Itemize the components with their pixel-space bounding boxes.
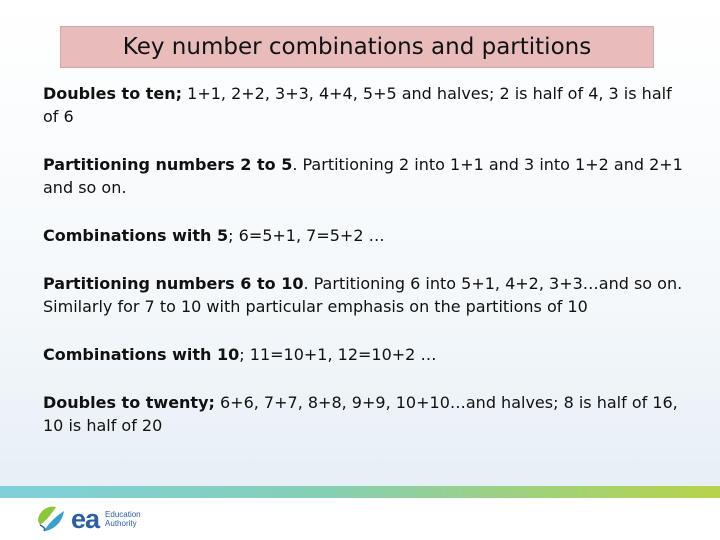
paragraph-heading: Partitioning numbers 2 to 5 — [43, 155, 293, 174]
paragraph-heading: Doubles to twenty; — [43, 393, 215, 412]
slide-title: Key number combinations and partitions — [122, 34, 592, 60]
logo-line-2: Authority — [105, 519, 137, 528]
paragraph-combinations-with-10 — [43, 343, 683, 366]
paragraph-combinations-with-5 — [43, 224, 683, 247]
paragraph-heading: Partitioning numbers 6 to 10 — [43, 274, 304, 293]
education-authority-logo — [34, 503, 141, 535]
paragraph-partitioning-2-to-5 — [43, 153, 683, 199]
paragraph-body: 1+1, 2+2, 3+3, 4+4, 5+5 and halves; 2 is half of 4, 3 is half of 6 — [43, 84, 672, 126]
logo-org-name — [105, 510, 141, 528]
logo-mark: ea — [71, 503, 100, 534]
paragraph-body: ; 11=10+1, 12=10+2 … — [239, 345, 437, 364]
paragraph-doubles-to-twenty — [43, 391, 683, 437]
paragraph-heading: Combinations with 5 — [43, 226, 229, 245]
paragraph-body: 6+6, 7+7, 8+8, 9+9, 10+10…and halves; 8 is half of 16, 10 is half of 20 — [43, 393, 678, 435]
paragraph-partitioning-6-to-10 — [43, 272, 683, 318]
paragraph-heading: Doubles to ten; — [43, 84, 183, 103]
paragraph-body: . Partitioning 6 into 5+1, 4+2, 3+3…and so on. Similarly for 7 to 10 with particular emphasis on the partitions of 10 — [43, 274, 683, 316]
title-banner — [60, 26, 654, 68]
paragraph-body: ; 6=5+1, 7=5+2 … — [228, 226, 385, 245]
leaf-icon — [34, 503, 68, 535]
paragraph-doubles-to-ten — [43, 82, 683, 128]
content-area — [43, 82, 683, 462]
logo-line-1: Education — [105, 510, 141, 519]
paragraph-heading: Combinations with 10 — [43, 345, 240, 364]
paragraph-body: . Partitioning 2 into 1+1 and 3 into 1+2 and 2+1 and so on. — [43, 155, 683, 197]
footer-color-bar — [0, 486, 720, 498]
